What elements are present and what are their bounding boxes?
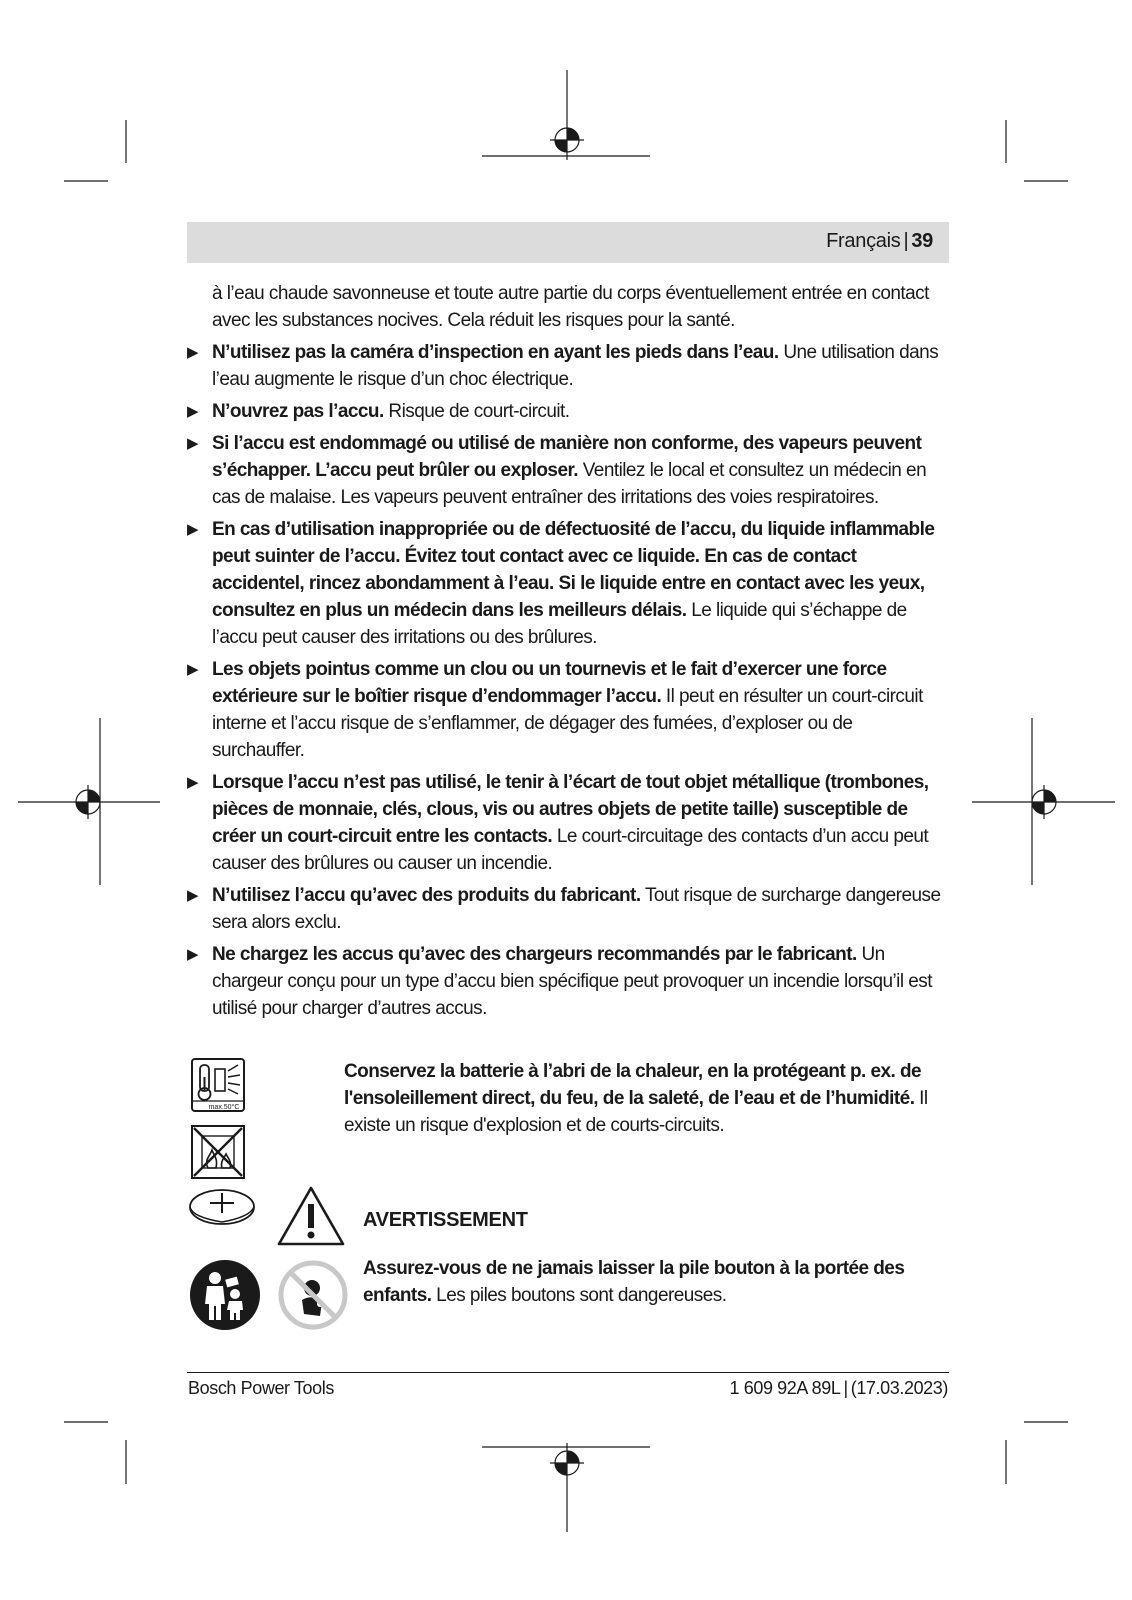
bullet-bold-text: Les objets pointus comme un clou ou un tournevis et le fait d’exercer une force extérieure sur le boîtier risque d’endommager l’accu. [212,659,887,707]
bullet-item [187,398,949,425]
bullet-item [187,882,949,936]
warning-normal: Les piles boutons sont dangereuses. [431,1285,727,1306]
no-swallowing-icon [278,1260,348,1330]
bullet-bold-text: N’utilisez l’accu qu’avec des produits du fabricant. [212,885,641,906]
keep-away-from-children-icon [188,1258,262,1332]
bullet-bold-text: N’ouvrez pas l’accu. [212,401,384,422]
paragraph-continuation [187,280,949,334]
bullet-arrow-icon: ▶ [187,946,198,963]
bullet-arrow-icon: ▶ [187,661,198,678]
heat-notice-normal: Il existe un risque d'explosion et de courts-circuits. [344,1088,928,1136]
footer-date: (17.03.2023) [850,1378,948,1398]
bullet-item [187,941,949,1022]
bullet-text: Il peut en résulter un court-circuit interne et l’accu risque de s’enflammer, de dégager des fumées, d’exploser ou de surchauffer. [212,686,923,761]
max-temperature-label: max.50°C [208,1104,240,1111]
bullet-bold-text: N’utilisez pas la caméra d’inspection en ayant les pieds dans l’eau. [212,342,779,363]
page-header [187,222,949,263]
safety-instructions [187,280,949,1027]
bullet-text: Une utilisation dans l’eau augmente le risque d’un choc électrique. [212,342,939,390]
bullet-bold-text: Si l’accu est endommagé ou utilisé de manière non conforme, des vapeurs peuvent s’échapper. L’accu peut brûler ou exploser. [212,433,922,481]
bullet-item [187,339,949,393]
no-fire-water-icon [190,1124,246,1180]
button-cell-icon [188,1187,256,1227]
footer-doc-number: 1 609 92A 89L [729,1378,841,1398]
bullet-text: Le court-circuitage des contacts d’un accu peut causer des brûlures ou causer un incendie. [212,826,929,874]
bullet-item [187,769,949,877]
bullet-bold-text: Lorsque l’accu n’est pas utilisé, le tenir à l’écart de tout objet métallique (trombones, pièces de monnaie, clés, clous, vis ou autres objets de petite taille) susceptible de créer un court-circuit entre les contacts. [212,772,929,847]
warning-title: AVERTISSEMENT [363,1209,528,1231]
footer-brand: Bosch Power Tools [188,1378,334,1398]
footer-doc-info [730,1378,948,1399]
bullet-text: Un chargeur conçu pour un type d’accu bien spécifique peut provoquer un incendie lorsqu’il est utilisé pour charger d’autres accus. [212,944,932,1019]
max-temperature-icon [190,1057,246,1113]
bullet-arrow-icon: ▶ [187,435,198,452]
bullet-item [187,516,949,651]
heat-notice-bold: Conservez la batterie à l’abri de la chaleur, en la protégeant p. ex. de l'ensoleillement direct, du feu, de la saleté, de l’eau et de l’humidité. [344,1061,922,1109]
bullet-arrow-icon: ▶ [187,774,198,791]
bullet-arrow-icon: ▶ [187,887,198,904]
bullet-item [187,656,949,764]
bullet-text: Risque de court-circuit. [383,401,570,422]
heat-notice-text [344,1058,944,1139]
bullet-item [187,430,949,511]
bullet-arrow-icon: ▶ [187,344,198,361]
bullet-text: Ventilez le local et consultez un médecin en cas de malaise. Les vapeurs peuvent entraîner des irritations des voies respiratoires. [212,460,927,508]
warning-triangle-icon [276,1184,346,1248]
header-separator: | [903,230,909,252]
footer-separator: | [843,1378,848,1398]
bullet-arrow-icon: ▶ [187,521,198,538]
warning-bold: Assurez-vous de ne jamais laisser la pile bouton à la portée des enfants. [363,1258,905,1306]
heat-icon-group [190,1057,246,1180]
footer-rule [187,1372,949,1373]
page-number: 39 [911,230,933,252]
bullet-text: Le liquide qui s’échappe de l’accu peut causer des irritations ou des brûlures. [212,600,907,648]
bullet-text: Tout risque de surcharge dangereuse sera alors exclu. [212,885,941,933]
bullet-bold-text: En cas d’utilisation inappropriée ou de défectuosité de l’accu, du liquide inflammable peut suinter de l’accu. Évitez tout contact avec ce liquide. En cas de contact accidentel, rincez abondamment à l’eau. Si le liquide entre en contact avec les yeux, consultez en plus un médecin dans les meilleurs délais. [212,519,935,621]
bullet-arrow-icon: ▶ [187,403,198,420]
bullet-bold-text: Ne chargez les accus qu’avec des chargeurs recommandés par le fabricant. [212,944,857,965]
header-language: Français [826,230,901,252]
warning-text [363,1255,948,1309]
header-label [826,230,933,253]
paragraph-text: à l’eau chaude savonneuse et toute autre partie du corps éventuellement entrée en contact avec les substances nocives. Cela réduit les risques pour la santé. [212,283,929,331]
